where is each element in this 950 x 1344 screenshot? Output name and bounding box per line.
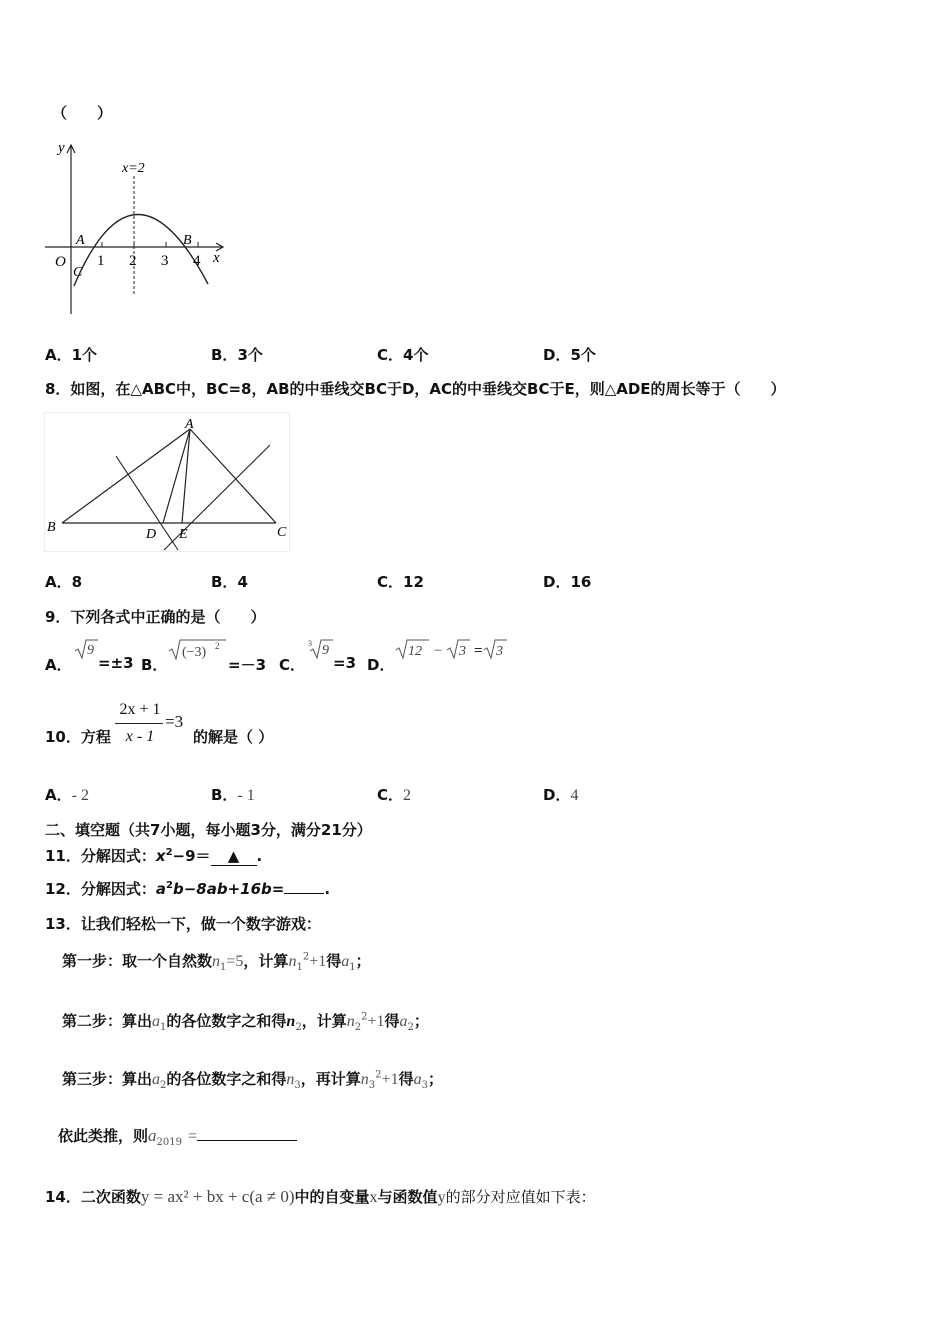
q8-triangle-figure bbox=[44, 412, 290, 552]
q14-line: 14．二次函数y = ax² + bx + c(a ≠ 0)中的自变量x与函数值y的部分对应值如下表： bbox=[45, 1187, 596, 1206]
vertex-c-label: C bbox=[277, 525, 287, 540]
q10-option-c: C．2 bbox=[377, 786, 412, 804]
q7-answer-paren: （ ） bbox=[52, 104, 113, 122]
tick-label-2: 2 bbox=[129, 253, 137, 269]
q12-answer-blank bbox=[284, 893, 324, 894]
q9-stem: 9．下列各式中正确的是（ ） bbox=[45, 608, 266, 626]
q11-answer-blank: ▲ bbox=[211, 847, 257, 866]
q10-prefix: 10．方程 bbox=[45, 728, 111, 746]
q7-option-d: D．5个 bbox=[543, 346, 596, 364]
svg-text:2: 2 bbox=[215, 641, 220, 651]
q11-line: 11．分解因式：$x^2-9=$ ▲ . bbox=[45, 847, 263, 865]
svg-text:9: 9 bbox=[322, 643, 329, 658]
q13-answer-blank bbox=[197, 1140, 297, 1141]
q13-stem: 13．让我们轻松一下，做一个数字游戏： bbox=[45, 915, 321, 933]
tick-label-4: 4 bbox=[193, 253, 201, 269]
q8-option-c: C．12 bbox=[377, 573, 424, 591]
symmetry-line-label: x=2 bbox=[122, 161, 145, 176]
tick-label-1: 1 bbox=[97, 253, 105, 269]
svg-text:−: − bbox=[434, 643, 443, 659]
q9-option-a-letter: A． bbox=[45, 656, 72, 674]
vertex-a-label: A bbox=[185, 417, 194, 432]
q7-parabola-graph bbox=[40, 134, 230, 324]
q9-option-a-value: =±3 bbox=[98, 654, 134, 672]
q9-option-c-radical bbox=[307, 637, 333, 661]
q10-option-b: B．- 1 bbox=[211, 786, 255, 804]
q13-conclusion: 依此类推，则$a_{2019}$ = bbox=[58, 1125, 297, 1148]
q10-option-d: D．4 bbox=[543, 786, 579, 804]
vertex-b-label: B bbox=[47, 520, 56, 535]
q8-stem: 8．如图，在△ABC中，BC=8，AB的中垂线交BC于D，AC的中垂线交BC于E，则△ADE的周长等于（ ） bbox=[45, 380, 786, 398]
svg-text:12: 12 bbox=[408, 644, 422, 659]
origin-label: O bbox=[55, 254, 66, 270]
q10-denominator: x - 1 bbox=[125, 728, 155, 745]
q9-option-b-letter: B． bbox=[141, 656, 168, 674]
q10-numerator: 2x + 1 bbox=[119, 701, 161, 718]
q9-option-d-expression bbox=[395, 638, 507, 662]
q10-fraction-bar bbox=[115, 723, 163, 724]
svg-text:9: 9 bbox=[87, 643, 94, 658]
q10-suffix: 的解是（ ） bbox=[193, 728, 274, 746]
q7-option-a: A．1个 bbox=[45, 346, 98, 364]
svg-text:=: = bbox=[474, 643, 483, 659]
parabola-curve bbox=[74, 214, 208, 286]
q14-formula: y = ax² + bx + c(a ≠ 0) bbox=[140, 1187, 295, 1206]
q13-step3: 第三步：算出$a_2$的各位数字之和得$n_3$，再计算$n_3^2+1$得$a_3$； bbox=[62, 1069, 443, 1092]
q7-option-b: B．3个 bbox=[211, 346, 263, 364]
section-2-title: 二、填空题（共7小题，每小题3分，满分21分） bbox=[45, 821, 372, 839]
point-a-label: A bbox=[76, 233, 85, 248]
y-axis-label: y bbox=[58, 140, 65, 156]
q9-option-c-letter: C． bbox=[279, 656, 306, 674]
tick-label-3: 3 bbox=[161, 253, 169, 269]
q9-option-c-value: =3 bbox=[333, 654, 357, 672]
point-d-label: D bbox=[146, 527, 157, 542]
x-axis-label: x bbox=[213, 250, 220, 266]
point-c-label: C bbox=[73, 265, 83, 280]
q10-option-a: A．- 2 bbox=[45, 786, 89, 804]
q13-step2: 第二步：算出$a_1$的各位数字之和得$n_2$，计算$n_2^2+1$得$a_2$； bbox=[62, 1011, 429, 1034]
q8-option-b: B．4 bbox=[211, 573, 248, 591]
q9-option-d-letter: D． bbox=[367, 656, 395, 674]
q8-option-d: D．16 bbox=[543, 573, 592, 591]
q12-line: 12．分解因式：$a^2b-8ab+16b=$ . bbox=[45, 880, 331, 898]
point-b-label: B bbox=[183, 233, 192, 248]
q9-option-b-value: =－3 bbox=[228, 656, 267, 674]
svg-text:3: 3 bbox=[308, 639, 312, 648]
svg-text:3: 3 bbox=[496, 644, 503, 659]
svg-text:3: 3 bbox=[459, 644, 466, 659]
q7-option-c: C．4个 bbox=[377, 346, 429, 364]
q13-step1: 第一步：取一个自然数$n_1=5$，计算$n_1^2+1$得$a_1$； bbox=[62, 951, 371, 974]
point-e-label: E bbox=[179, 527, 188, 542]
q10-equals: =3 bbox=[165, 712, 184, 731]
q8-option-a: A．8 bbox=[45, 573, 83, 591]
q9-option-b-radical bbox=[168, 638, 228, 662]
q9-option-a-radical bbox=[74, 638, 98, 660]
svg-text:(−3): (−3) bbox=[182, 645, 207, 660]
